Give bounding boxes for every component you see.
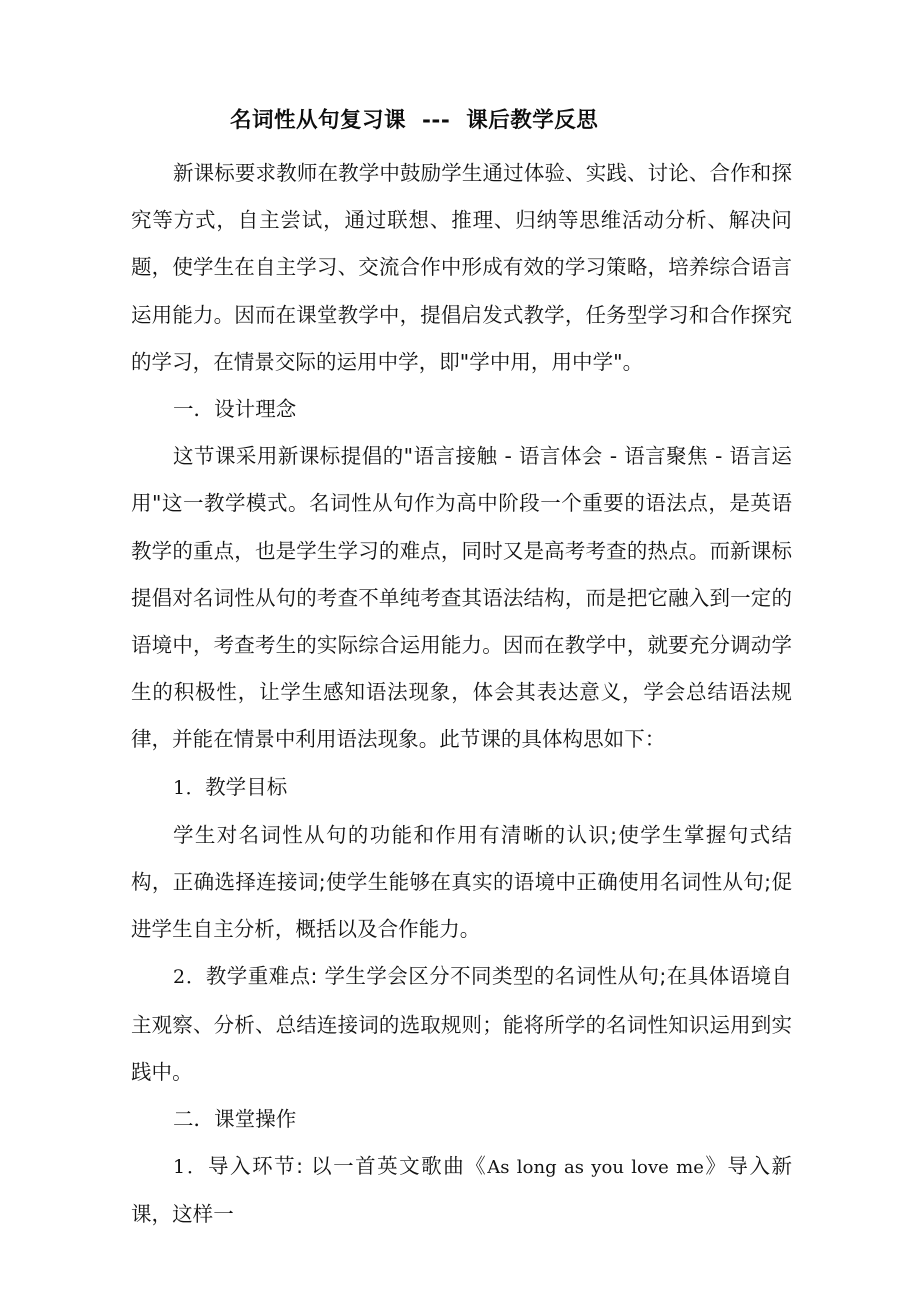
page-title: 名词性从句复习课 --- 课后教学反思 bbox=[230, 108, 599, 133]
numbered-paragraph-text: 教学重难点: 学生学会区分不同类型的名词性从句;在具体语境自主观察、分析、总结连接词的选取规则；能将所学的名词性知识运用到实践中。 bbox=[131, 964, 793, 1084]
list-number: 1． bbox=[173, 1156, 209, 1179]
numbered-heading-label: 教学目标 bbox=[205, 774, 288, 799]
numbered-paragraph-lead-in bbox=[131, 1143, 792, 1238]
paragraph-intro: 新课标要求教师在教学中鼓励学生通过体验、实践、讨论、合作和探究等方式，自主尝试，通过联想、推理、归纳等思维活动分析、解决问题，使学生在自主学习、交流合作中形成有效的学习策略，培养综合语言运用能力。因而在课堂教学中，提倡启发式教学，任务型学习和合作探究的学习，在情景交际的运用中学，即"学中用，用中学"。 bbox=[131, 161, 792, 374]
section-heading-two: 二．课堂操作 bbox=[173, 1107, 297, 1132]
list-number: 1． bbox=[173, 776, 206, 799]
numbered-heading-teaching-goals bbox=[131, 764, 792, 812]
document-content bbox=[131, 97, 792, 1239]
lead-in-text-before: 导入环节: 以一首英文歌曲《 bbox=[208, 1154, 488, 1179]
numbered-paragraph-key-points bbox=[131, 953, 792, 1096]
section-heading-one: 一．设计理念 bbox=[173, 397, 297, 422]
list-number: 2． bbox=[173, 966, 206, 989]
lead-in-text-after: 》导入新课，这样一 bbox=[131, 1154, 793, 1227]
song-title: As long as you love me bbox=[487, 1157, 704, 1179]
paragraph-teaching-goals: 学生对名词性从句的功能和作用有清晰的认识;使学生掌握句式结构，正确选择连接词;使学生能够在真实的语境中正确使用名词性从句;促进学生自主分析，概括以及合作能力。 bbox=[131, 822, 792, 942]
paragraph-design-concept: 这节课采用新课标提倡的"语言接触 - 语言体会 - 语言聚焦 - 语言运用"这一教学模式。名词性从句作为高中阶段一个重要的语法点，是英语教学的重点，也是学生学习的难点，同时又是高考考查的热点。而新课标提倡对名词性从句的考查不单纯考查其语法结构，而是把它融入到一定的语境中，考查考生的实际综合运用能力。因而在教学中，就要充分调动学生的积极性，让学生感知语法现象，体会其表达意义，学会总结语法规律，并能在情景中利用语法现象。此节课的具体构思如下： bbox=[131, 444, 792, 752]
